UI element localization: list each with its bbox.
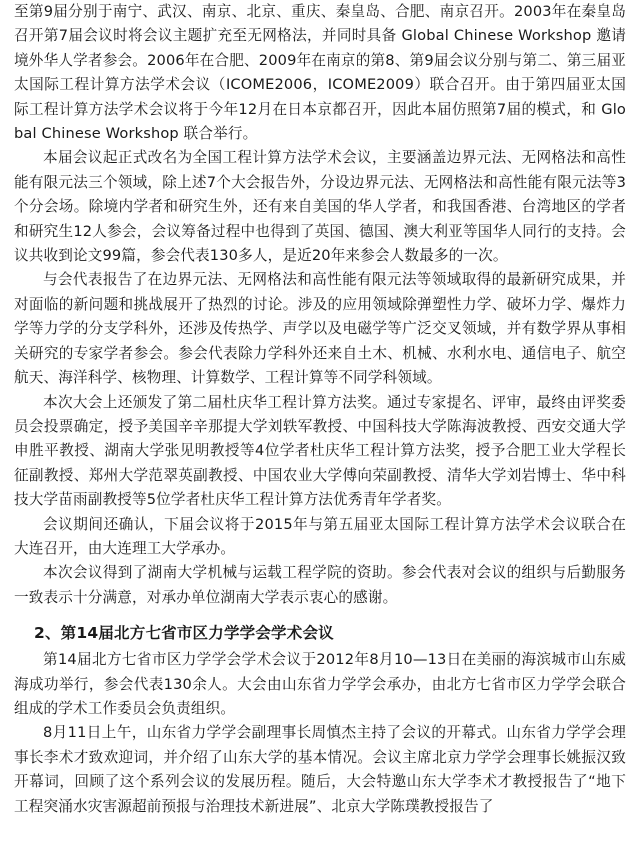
paragraph: 8月11日上午，山东省力学学会副理事长周慎杰主持了会议的开幕式。山东省力学学会理事长李术才致欢迎词，并介绍了山东大学的基本情况。会议主席北京力学学会理事长姚振汉致开幕词，回顾了这个系列会议的发展历程。随后，大会特邀山东大学李术才教授报告了“地下工程突涌水灾害源超前预报与治理技术新进展”、北京大学陈璞教授报告了 xyxy=(14,724,626,815)
paragraph: 本次大会上还颁发了第二届杜庆华工程计算方法奖。通过专家提名、评审，最终由评奖委员会投票确定，授予美国辛辛那提大学刘轶军教授、中国科技大学陈海波教授、西安交通大学申胜平教授、湖南大学张见明教授等4位学者杜庆华工程计算方法奖，授予合肥工业大学程长征副教授、郑州大学范翠英副教授、中国农业大学傅向荣副教授、清华大学刘岩博士、华中科技大学苗雨副教授等5位学者杜庆华工程计算方法优秀青年学者奖。 xyxy=(14,393,626,509)
paragraph: 第14届北方七省市区力学学会学术会议于2012年8月10—13日在美丽的海滨城市山东威海成功举行，参会代表130余人。大会由山东省力学学会承办，由北方七省市区力学学会联合组成的学术工作委员会负责组织。 xyxy=(14,651,626,717)
paragraph: 至第9届分别于南宁、武汉、南京、北京、重庆、秦皇岛、合肥、南京召开。2003年在秦皇岛召开第7届会议时将会议主题扩充至无网格法，并同时具备 Global Chinese Workshop 邀请境外华人学者参会。2006年在合肥、2009年在南京的第8、第9届会议分别与第二、第三届亚太国际工程计算方法学术会议（ICOME2006，ICOME2009）联合召开。由于第四届亚太国际工程计算方法学术会议将于今年12月在日本京都召开，因此本届仿照第7届的模式，和 Global Chinese Workshop 联合举行。 xyxy=(14,3,626,143)
paragraph: 与会代表报告了在边界元法、无网格法和高性能有限元法等领域取得的最新研究成果，并对面临的新问题和挑战展开了热烈的讨论。涉及的应用领域除弹塑性力学、破坏力学、爆炸力学等力学的分支学科外，还涉及传热学、声学以及电磁学等广泛交叉领域，并有数学界从事相关研究的专家学者参会。参会代表除力学科外还来自土木、机械、水利水电、通信电子、航空航天、海洋科学、核物理、计算数学、工程计算等不同学科领域。 xyxy=(14,271,626,387)
paragraph: 本次会议得到了湖南大学机械与运载工程学院的资助。参会代表对会议的组织与后勤服务一致表示十分满意，对承办单位湖南大学表示衷心的感谢。 xyxy=(14,564,626,606)
paragraph: 会议期间还确认，下届会议将于2015年与第五届亚太国际工程计算方法学术会议联合在大连召开，由大连理工大学承办。 xyxy=(14,515,626,557)
paragraph: 本届会议起正式改名为全国工程计算方法学术会议，主要涵盖边界元法、无网格法和高性能有限元法三个领域，除上述7个大会报告外，分设边界元法、无网格法和高性能有限元法等3个分会场。除境内学者和研究生外，还有来自美国的华人学者，和我国香港、台湾地区的学者和研究生12人参会，会议筹备过程中也得到了英国、德国、澳大利亚等国华人同行的支持。会议共收到论文99篇，参会代表130多人，是近20年来参会人数最多的一次。 xyxy=(14,149,626,265)
document-page xyxy=(14,0,626,819)
section-heading: 2、第14届北方七省市区力学学会学术会议 xyxy=(34,624,334,643)
